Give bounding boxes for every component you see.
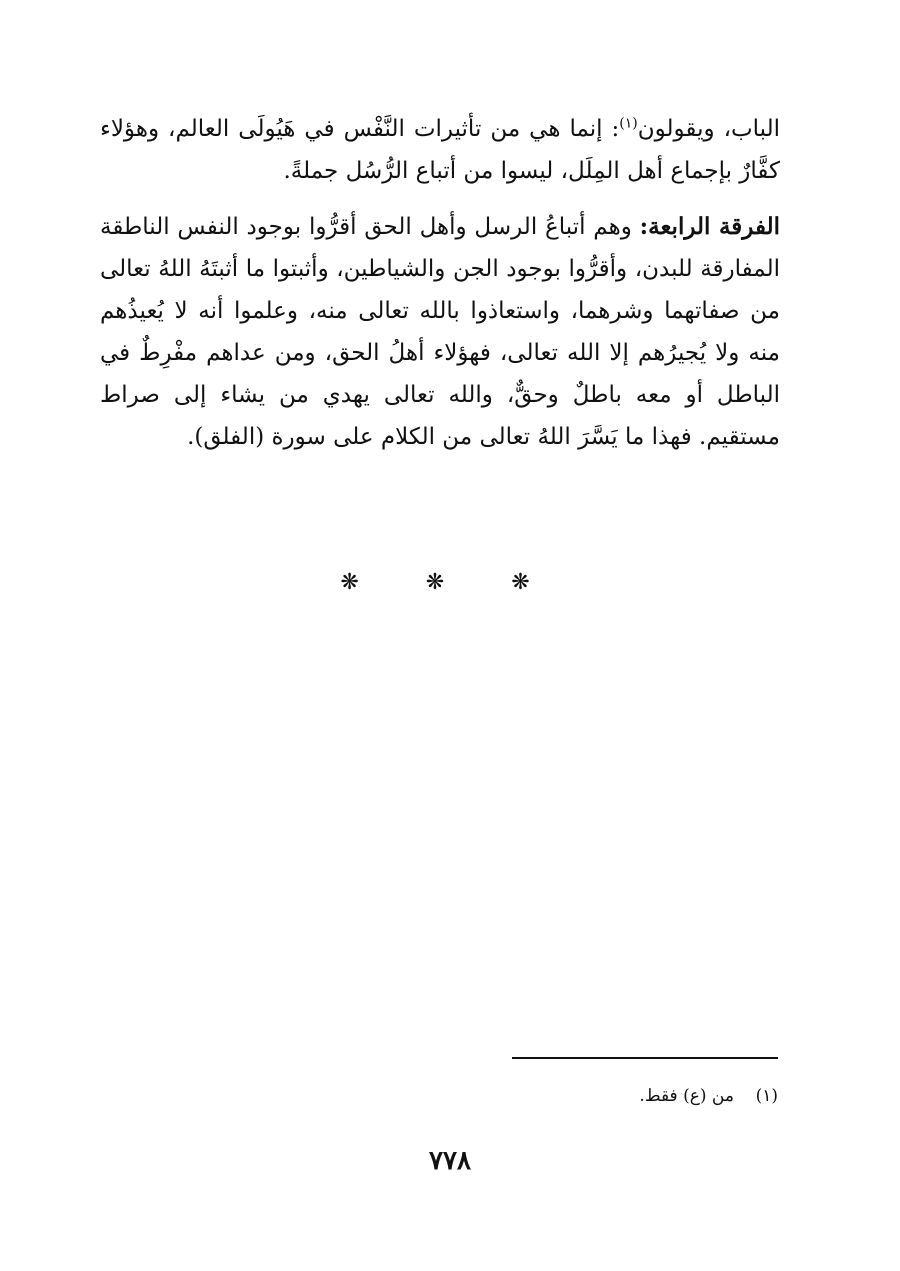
- paragraph-1: [100, 108, 780, 192]
- paragraph-1-rest: : إنما هي من تأثيرات النَّفْس في هَيُولَى العالم، وهؤلاء كفَّارٌ بإجماع أهل المِلَل، ليسوا من أتباع الرُّسُل جملةً.: [100, 116, 780, 184]
- section-separator-asterisks: ❋ ❋ ❋: [340, 570, 560, 595]
- paragraph-1-start: الباب، ويقولون: [637, 116, 780, 142]
- footnote-marker: (١): [755, 1086, 778, 1106]
- paragraph-2-text: وهم أتباعُ الرسل وأهل الحق أقرُّوا بوجود النفس الناطقة المفارقة للبدن، وأقرُّوا بوجود الجن والشياطين، وأثبتوا ما أثبتَهُ اللهُ تعالى من صفاتهما وشرهما، واستعاذوا بالله تعالى منه، وعلموا أنه لا يُعيذُهم منه ولا يُجيرُهم إلا الله تعالى، فهؤلاء أهلُ الحق، ومن عداهم مفْرِطٌ في الباطل أو معه باطلٌ وحقٌّ، والله تعالى يهدي من يشاء إلى صراط مستقيم. فهذا ما يَسَّرَ اللهُ تعالى من الكلام على سورة (الفلق).: [100, 214, 780, 450]
- footnote: [100, 1082, 778, 1110]
- section-heading-fourth-sect: الفرقة الرابعة:: [639, 213, 780, 240]
- footnote-divider: [512, 1057, 778, 1059]
- footnote-reference[interactable]: (١): [619, 115, 638, 132]
- page-number: ٧٧٨: [429, 1146, 471, 1176]
- body-text: [100, 108, 780, 458]
- paragraph-2: [100, 206, 780, 458]
- footnote-text: من (ع) فقط.: [639, 1086, 734, 1106]
